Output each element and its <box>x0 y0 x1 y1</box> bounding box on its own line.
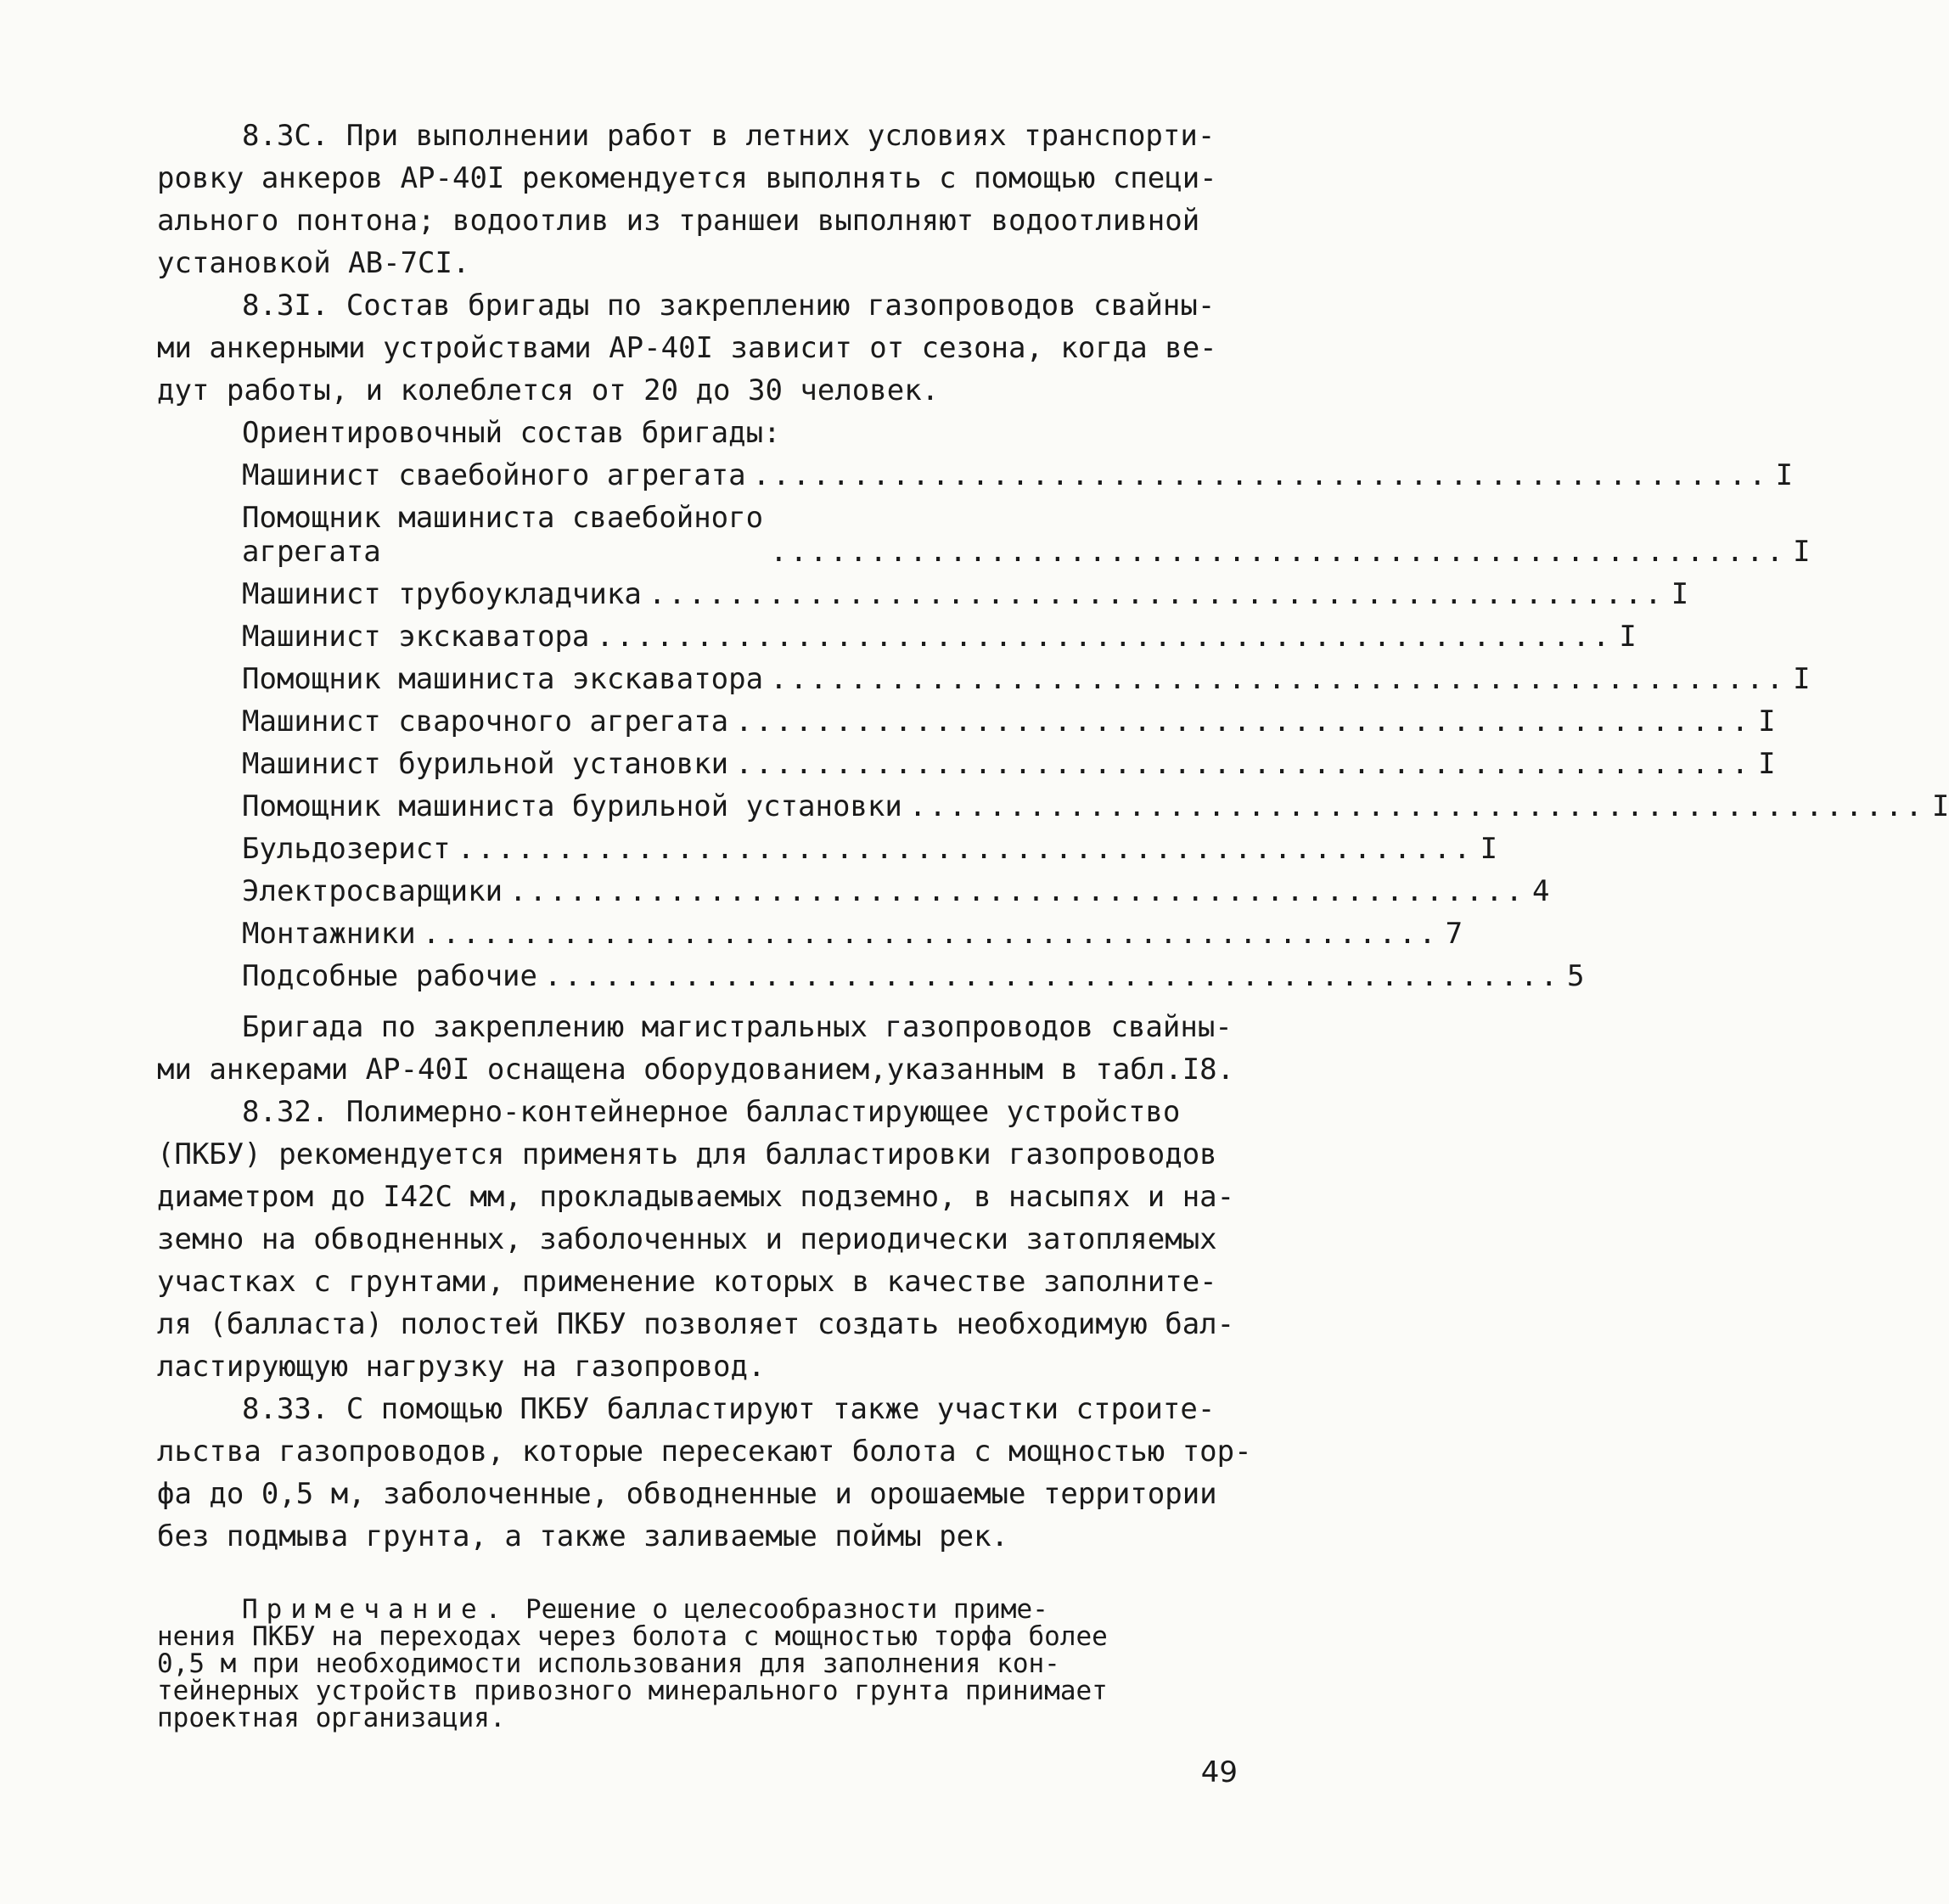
leader-dots: ................................................... <box>648 577 1665 611</box>
crew-count: 5 <box>1566 959 1585 993</box>
crew-count: 7 <box>1445 917 1463 951</box>
paragraph-8-30-line-2: ровку анкеров АР-40I рекомендуется выполнять с помощью специ- <box>157 161 1217 195</box>
paragraph-8-32-line-5: участках с грунтами, применение которых в качестве заполните- <box>157 1265 1217 1299</box>
crew-role: Машинист бурильной установки <box>242 747 729 781</box>
note-line-2: нения ПКБУ на переходах через болота с мощностью торфа более <box>157 1621 1108 1652</box>
paragraph-8-33-line-3: фа до 0,5 м, заболоченные, обводненные и орошаемые территории <box>157 1477 1217 1511</box>
crew-count: I <box>1480 832 1498 866</box>
paragraph-8-32-line-6: ля (балласта) полостей ПКБУ позволяет создать необходимую бал- <box>157 1307 1235 1341</box>
crew-role: Машинист трубоукладчика <box>242 577 642 611</box>
crew-row <box>242 458 1794 492</box>
paragraph-8-31-line-3: дут работы, и колеблется от 20 до 30 человек. <box>157 373 940 407</box>
leader-dots: ................................................... <box>735 747 1752 781</box>
note-line-1 <box>157 1596 1252 1623</box>
paragraph-8-32-line-3: диаметром до I42C мм, прокладываемых подземно, в насыпях и на- <box>157 1180 1235 1214</box>
crew-role-line-1: Помощник машиниста сваебойного <box>242 501 764 535</box>
crew-role-two-line <box>242 501 763 569</box>
crew-role: Машинист сваебойного агрегата <box>242 458 746 492</box>
paragraph-8-30-line-1: 8.3C. При выполнении работ в летних условиях транспорти- <box>242 119 1216 153</box>
crew-count: I <box>1671 577 1689 611</box>
paragraph-8-33-line-4: без подмыва грунта, а также заливаемые поймы рек. <box>157 1519 1009 1553</box>
paragraph-8-30-line-3: ального понтона; водоотлив из траншеи выполняют водоотливной <box>157 204 1200 238</box>
crew-row <box>242 501 1811 569</box>
leader-dots: ................................................... <box>735 705 1752 739</box>
paragraph-8-31-line-1: 8.3I. Состав бригады по закреплению газопроводов свайны- <box>242 289 1216 323</box>
leader-dots: ................................................... <box>422 917 1439 951</box>
paragraph-8-31-line-2: ми анкерными устройствами АР-40I зависит от сезона, когда ве- <box>157 331 1217 365</box>
crew-role: Помощник машиниста бурильной установки <box>242 789 902 823</box>
crew-row <box>242 705 1776 739</box>
crew-role: Бульдозерист <box>242 832 451 866</box>
note-block <box>157 1596 1252 1732</box>
paragraph-8-32-line-2: (ПКБУ) рекомендуется применять для балластировки газопроводов <box>157 1137 1217 1171</box>
crew-count: I <box>1793 535 1811 569</box>
crew-row <box>242 917 1463 951</box>
crew-count: I <box>1758 747 1776 781</box>
crew-role-line-2: агрегата <box>242 535 381 569</box>
paragraph-8-33-line-1: 8.33. С помощью ПКБУ балластируют также участки строите- <box>242 1392 1216 1426</box>
crew-row <box>242 789 1949 823</box>
crew-role: Монтажники <box>242 917 416 951</box>
crew-role: Электросварщики <box>242 874 503 908</box>
crew-count: I <box>1793 662 1811 696</box>
paragraph-8-32-line-1: 8.32. Полимерно-контейнерное балластирующее устройство <box>242 1095 1181 1129</box>
brigade-equipment-line-2: ми анкерами АР-40I оснащена оборудованием,указанным в табл.I8. <box>157 1053 1235 1087</box>
crew-count: 4 <box>1532 874 1550 908</box>
crew-count: I <box>1931 789 1949 823</box>
crew-row <box>242 832 1498 866</box>
crew-row <box>242 577 1689 611</box>
crew-count: I <box>1758 705 1776 739</box>
leader-dots: ................................................... <box>770 535 1787 569</box>
crew-role: Машинист экскаватора <box>242 620 590 654</box>
crew-row <box>242 662 1811 696</box>
crew-row <box>242 874 1550 908</box>
leader-dots: ................................................... <box>509 874 1526 908</box>
note-label: Примечание. <box>242 1594 510 1625</box>
crew-count: I <box>1775 458 1794 492</box>
leader-dots: ................................................... <box>908 789 1925 823</box>
note-text-1: Решение о целесообразности приме- <box>525 1594 1048 1625</box>
crew-role: Подсобные рабочие <box>242 959 537 993</box>
brigade-equipment-line-1: Бригада по закреплению магистральных газопроводов свайны- <box>242 1010 1233 1044</box>
crew-row <box>242 620 1637 654</box>
paragraph-8-30-line-4: установкой АВ-7CI. <box>157 246 470 280</box>
leader-dots: ................................................... <box>596 620 1613 654</box>
leader-dots: ................................................... <box>457 832 1474 866</box>
paragraph-8-33-line-2: льства газопроводов, которые пересекают болота с мощностью тор- <box>157 1435 1252 1469</box>
crew-row <box>242 959 1585 993</box>
leader-dots: ................................................... <box>752 458 1769 492</box>
crew-count: I <box>1619 620 1637 654</box>
crew-heading: Ориентировочный состав бригады: <box>242 416 781 450</box>
note-line-4: тейнерных устройств привозного минерального грунта принимает <box>157 1676 1108 1706</box>
crew-role: Помощник машиниста экскаватора <box>242 662 764 696</box>
crew-role: Машинист сварочного агрегата <box>242 705 729 739</box>
note-line-3: 0,5 м при необходимости использования для заполнения кон- <box>157 1648 1060 1679</box>
note-line-5: проектная организация. <box>157 1703 506 1733</box>
leader-dots: ................................................... <box>770 662 1787 696</box>
paragraph-8-32-line-4: земно на обводненных, заболоченных и периодически затопляемых <box>157 1222 1217 1256</box>
leader-dots: ................................................... <box>544 959 1560 993</box>
crew-row <box>242 747 1776 781</box>
page-number: 49 <box>1200 1755 1238 1789</box>
paragraph-8-32-line-7: ластирующую нагрузку на газопровод. <box>157 1350 766 1384</box>
